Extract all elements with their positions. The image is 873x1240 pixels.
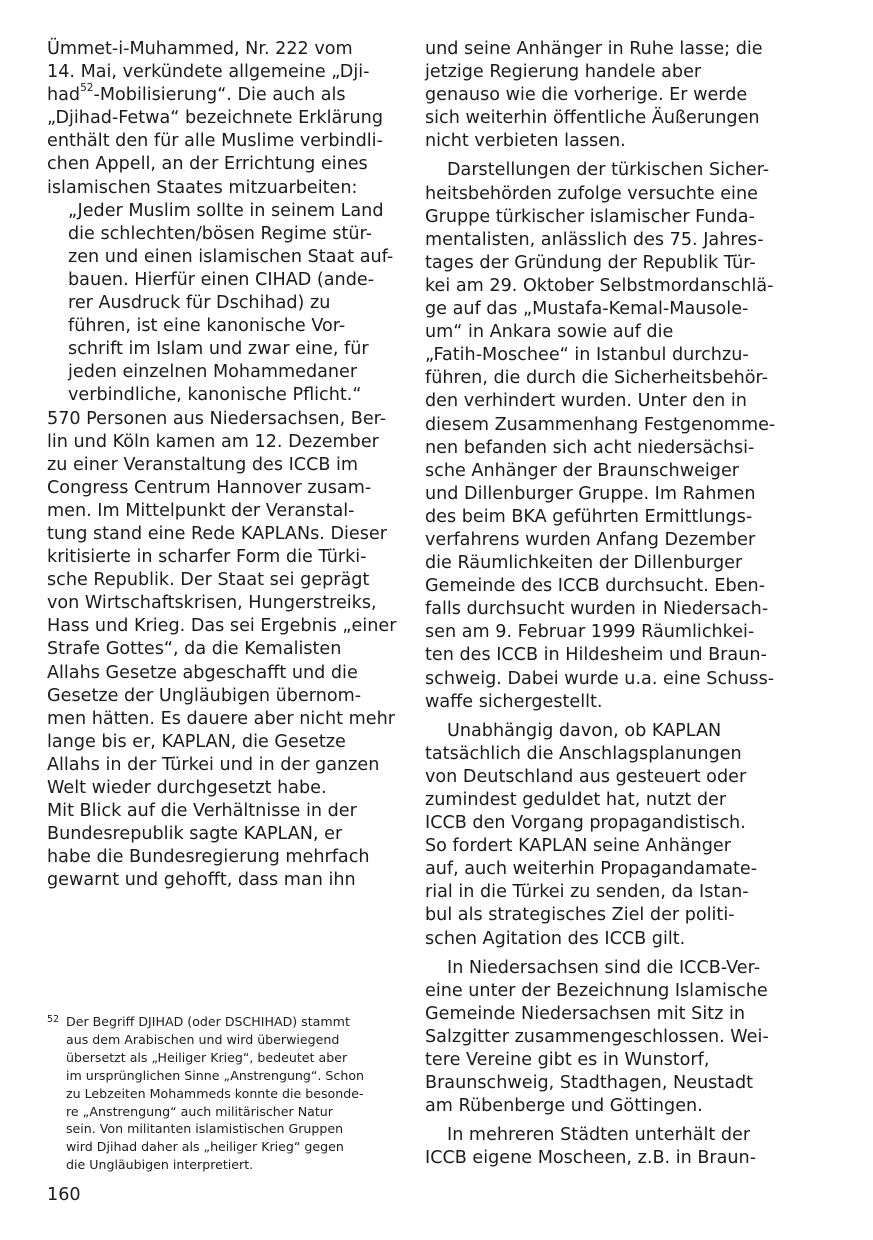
paragraph	[425, 720, 775, 951]
paragraph	[425, 159, 775, 713]
text-line: diesem Zusammenhang Festgenomme-	[425, 414, 776, 435]
text-line: tere Vereine gibt es in Wunstorf,	[425, 1050, 710, 1071]
text-line: Salzgitter zusammengeschlossen. Wei-	[425, 1026, 769, 1047]
footnote-line: re „Anstrengung“ auch militärischer Natur	[66, 1103, 333, 1119]
footnote-line: Der Begriff DJIHAD (oder DSCHIHAD) stammt	[66, 1014, 350, 1029]
text-fragment: had	[47, 85, 81, 106]
text-line: eine unter der Bezeichnung Islamische	[425, 980, 768, 1001]
footnote-line: aus dem Arabischen und wird überwiegend	[66, 1031, 340, 1047]
text-line: kei am 29. Oktober Selbstmordanschlä-	[425, 275, 774, 296]
paragraph	[47, 38, 397, 200]
text-line: falls durchsucht wurden in Niedersach-	[425, 599, 769, 620]
text-line: auf, auch weiterhin Propagandamate-	[425, 859, 758, 880]
text-line: ge auf das „Mustafa-Kemal-Mausole-	[425, 299, 749, 320]
text-line: schen Agitation des ICCB gilt.	[425, 928, 686, 949]
page-number: 160	[47, 1185, 81, 1205]
text-line: 14. Mai, verkündete allgemeine „Dji-	[47, 62, 370, 83]
text-line: von Wirtschaftskrisen, Hungerstreiks,	[47, 593, 377, 614]
text-line: Mit Blick auf die Verhältnisse in der	[47, 801, 357, 822]
text-line: tatsächlich die Anschlagsplanungen	[425, 743, 742, 764]
footnote-line: wird Djihad daher als „heiliger Krieg“ gegen	[66, 1139, 344, 1155]
text-line: Gesetze der Ungläubigen übernom-	[47, 685, 362, 706]
text-line: und seine Anhänger in Ruhe lasse; die	[425, 39, 763, 59]
text-line: Ümmet-i-Muhammed, Nr. 222 vom	[47, 39, 353, 59]
text-line: sich weiterhin öffentliche Äußerungen	[425, 108, 760, 129]
text-line: ten des ICCB in Hildesheim und Braun-	[425, 645, 767, 666]
text-line: zumindest geduldet hat, nutzt der	[425, 790, 727, 810]
text-line: jetzige Regierung handele aber	[425, 62, 702, 83]
text-line: tung stand eine Rede KAPLANs. Dieser	[47, 523, 387, 544]
text-line: Allahs Gesetze abgeschafft und die	[47, 662, 358, 683]
text-line: islamischen Staates mitzuarbeiten:	[47, 177, 358, 198]
text-line: schrift im Islam und zwar eine, für	[68, 339, 369, 360]
text-line: enthält den für alle Muslime verbindli-	[47, 131, 383, 152]
footnote-number: 52	[47, 1014, 60, 1025]
text-line: verbindliche, kanonische Pflicht.“	[68, 385, 362, 406]
paragraph	[425, 38, 775, 153]
footnote-line: übersetzt als „Heiliger Krieg“, bedeutet aber	[66, 1049, 348, 1065]
text-line: In mehreren Städten unterhält der	[447, 1125, 751, 1146]
text-line: bauen. Hierfür einen CIHAD (ande-	[68, 269, 375, 290]
text-line: nicht verbieten lassen.	[425, 131, 626, 152]
left-column	[47, 38, 397, 892]
text-line: jeden einzelnen Mohammedaner	[68, 362, 358, 383]
text-line: Gruppe türkischer islamischer Funda-	[425, 206, 755, 227]
block-quote	[47, 200, 397, 408]
paragraph	[47, 408, 397, 801]
text-line: habe die Bundesregierung mehrfach	[47, 847, 370, 868]
text-line: rer Ausdruck für Dschihad) zu	[68, 293, 331, 314]
text-line: Congress Centrum Hannover zusam-	[47, 477, 372, 498]
text-line: ICCB den Vorgang propagandistisch.	[425, 813, 746, 834]
text-line: rial in die Türkei zu senden, da Istan-	[425, 882, 749, 903]
footnote-line: im ursprünglichen Sinne „Anstrengung“. Schon	[66, 1067, 365, 1083]
footnote-line: sein. Von militanten islamistischen Gruppen	[66, 1121, 344, 1137]
text-line: Darstellungen der türkischen Sicher-	[447, 160, 770, 181]
text-line: In Niedersachsen sind die ICCB-Ver-	[447, 957, 761, 978]
text-line: zu einer Veranstaltung des ICCB im	[47, 454, 359, 475]
text-line: schweig. Dabei wurde u.a. eine Schuss-	[425, 668, 775, 689]
text-line: Unabhängig davon, ob KAPLAN	[447, 720, 722, 741]
text-line: sche Anhänger der Braunschweiger	[425, 460, 740, 481]
text-line: nen befanden sich acht niedersächsi-	[425, 437, 755, 458]
text-line: die Räumlichkeiten der Dillenburger	[425, 553, 743, 574]
right-column	[425, 38, 775, 1171]
text-line: tages der Gründung der Republik Tür-	[425, 252, 756, 273]
text-fragment: -Mobilisierung“. Die auch als	[93, 85, 346, 106]
text-line: führen, die durch die Sicherheitsbehör-	[425, 368, 768, 389]
text-line: „Fatih-Moschee“ in Istanbul durchzu-	[425, 345, 749, 366]
text-line: am Rübenberge und Göttingen.	[425, 1096, 703, 1117]
text-line: des beim BKA geführten Ermittlungs-	[425, 506, 753, 527]
text-line	[47, 84, 397, 107]
text-line: sen am 9. Februar 1999 Räumlichkei-	[425, 622, 755, 643]
text-line: Allahs in der Türkei und in der ganzen	[47, 754, 380, 775]
text-line: bul als strategisches Ziel der politi-	[425, 905, 735, 926]
text-line: men. Im Mittelpunkt der Veranstal-	[47, 500, 355, 521]
text-line: Bundesrepublik sagte KAPLAN, er	[47, 824, 343, 845]
text-line: chen Appell, an der Errichtung eines	[47, 154, 368, 175]
text-line: und Dillenburger Gruppe. Im Rahmen	[425, 483, 756, 504]
text-line: mentalisten, anlässlich des 75. Jahres-	[425, 229, 764, 250]
text-line: Welt wieder durchgesetzt habe.	[47, 778, 327, 798]
paragraph	[47, 800, 397, 892]
text-line: von Deutschland aus gesteuert oder	[425, 766, 747, 787]
text-line: „Djihad-Fetwa“ bezeichnete Erklärung	[47, 108, 383, 129]
text-line: Gemeinde Niedersachsen mit Sitz in	[425, 1003, 745, 1024]
text-line: heitsbehörden zufolge versuchte eine	[425, 183, 758, 204]
text-line: verfahrens wurden Anfang Dezember	[425, 529, 756, 550]
paragraph	[425, 957, 775, 1119]
text-line: Gemeinde des ICCB durchsucht. Eben-	[425, 576, 766, 597]
text-line: ICCB eigene Moscheen, z.B. in Braun-	[425, 1148, 757, 1169]
footnote-reference[interactable]: 52	[80, 82, 94, 95]
text-line: Strafe Gottes“, da die Kemalisten	[47, 639, 342, 660]
text-line: Braunschweig, Stadthagen, Neustadt	[425, 1073, 754, 1094]
footnote	[47, 1013, 397, 1174]
footnote-line: die Ungläubigen interpretiert.	[66, 1157, 254, 1173]
text-line: führen, ist eine kanonische Vor-	[68, 316, 346, 337]
text-line: waffe sichergestellt.	[425, 691, 603, 712]
text-line: kritisierte in scharfer Form die Türki-	[47, 547, 367, 568]
paragraph	[425, 1124, 775, 1170]
text-line: lin und Köln kamen am 12. Dezember	[47, 431, 379, 452]
footnote-line: zu Lebzeiten Mohammeds konnte die besonde-	[66, 1085, 364, 1101]
text-line: lange bis er, KAPLAN, die Gesetze	[47, 731, 346, 752]
text-line: So fordert KAPLAN seine Anhänger	[425, 836, 731, 857]
text-line: gewarnt und gehofft, dass man ihn	[47, 870, 356, 891]
text-line: die schlechten/bösen Regime stür-	[68, 223, 373, 244]
text-line: sche Republik. Der Staat sei geprägt	[47, 570, 370, 591]
text-line: „Jeder Muslim sollte in seinem Land	[68, 200, 384, 221]
text-line: zen und einen islamischen Staat auf-	[68, 246, 394, 267]
text-line: men hätten. Es dauere aber nicht mehr	[47, 708, 395, 729]
text-line: den verhindert wurden. Unter den in	[425, 391, 747, 412]
text-line: Hass und Krieg. Das sei Ergebnis „einer	[47, 616, 397, 637]
text-line: genauso wie die vorherige. Er werde	[425, 85, 748, 106]
text-line: 570 Personen aus Niedersachsen, Ber-	[47, 408, 387, 429]
text-line: um“ in Ankara sowie auf die	[425, 322, 674, 343]
